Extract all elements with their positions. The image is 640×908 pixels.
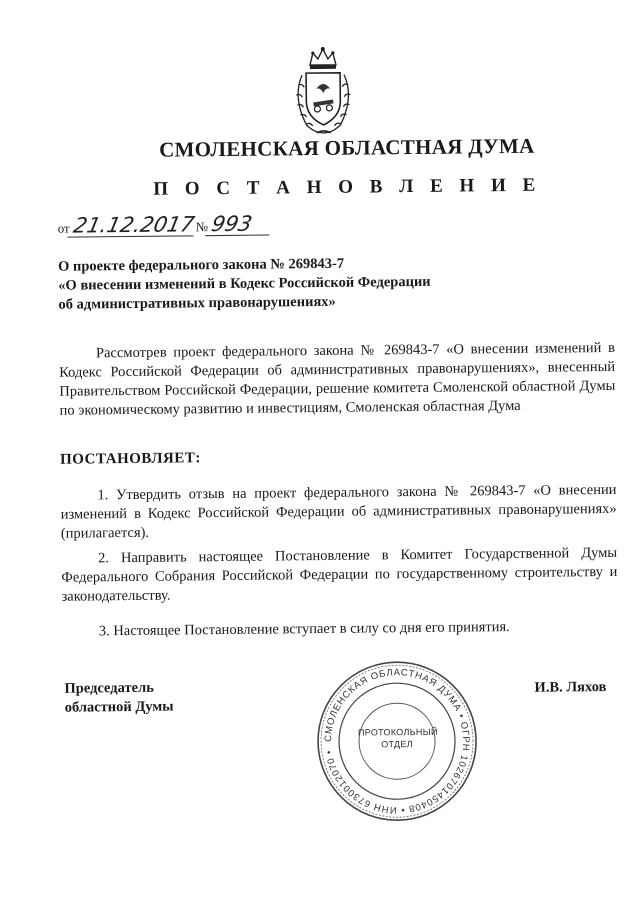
- signatory-title-line: Председатель: [64, 679, 154, 697]
- subject-line: об административных правонарушениях»: [58, 293, 336, 313]
- stamp-ring-text: СМОЛЕНСКАЯ ОБЛАСТНАЯ ДУМА • ОГРН 1026701450408 • ИНН 6730012070 •: [322, 667, 472, 816]
- organization-title: СМОЛЕНСКАЯ ОБЛАСТНАЯ ДУМА: [159, 133, 535, 162]
- handwritten-date: 21.12.2017: [67, 213, 198, 237]
- signatory-title-line: областной Думы: [64, 698, 174, 716]
- stamp-inner-line: ОТДЕЛ: [381, 739, 413, 750]
- handwritten-number: 993: [206, 212, 275, 236]
- number-label: №: [195, 219, 209, 235]
- item-paragraph-2: 2. Направить настоящее Постановление в Комитет Государственной Думы Федерального Собрания Российской Федерации по государственному строительству и законодательству.: [61, 544, 618, 605]
- stamp-inner-line: ПРОТОКОЛЬНЫЙ: [357, 726, 438, 738]
- subject-line: «О внесении изменений в Кодекс Российской Федерации: [58, 273, 431, 294]
- stamp-inner-text: [358, 726, 436, 751]
- item-paragraph-3: 3. Настоящее Постановление вступает в силу со дня его принятия.: [98, 619, 510, 640]
- document-type: П О С Т А Н О В Л Е Н И Е: [153, 174, 542, 200]
- subject-block: [58, 253, 479, 314]
- from-label: от: [57, 220, 70, 236]
- dateline: [58, 212, 273, 237]
- item-paragraph-1: 1. Утвердить отзыв на проект федерального закона № 269843-7 «О внесении изменений в Кодекс Российской Федерации об административных правонарушениях» (прилагается).: [60, 481, 617, 542]
- signatory-title: [64, 678, 264, 718]
- preamble-paragraph: Рассмотрев проект федерального закона № 269843-7 «О внесении изменений в Кодекс Российской Федерации об административных правонарушениях», внесенный Правительством Российской Федерации, решение комитета Смоленской областной Думы по экономическому развитию и инвестициям, Смоленская областная Дума: [59, 339, 616, 419]
- subject-line: О проекте федерального закона № 269843-7: [57, 255, 345, 275]
- resolves-heading: ПОСТАНОВЛЯЕТ:: [60, 450, 201, 468]
- signatory-name: И.В. Ляхов: [534, 679, 607, 696]
- coat-of-arms-icon: [286, 45, 361, 138]
